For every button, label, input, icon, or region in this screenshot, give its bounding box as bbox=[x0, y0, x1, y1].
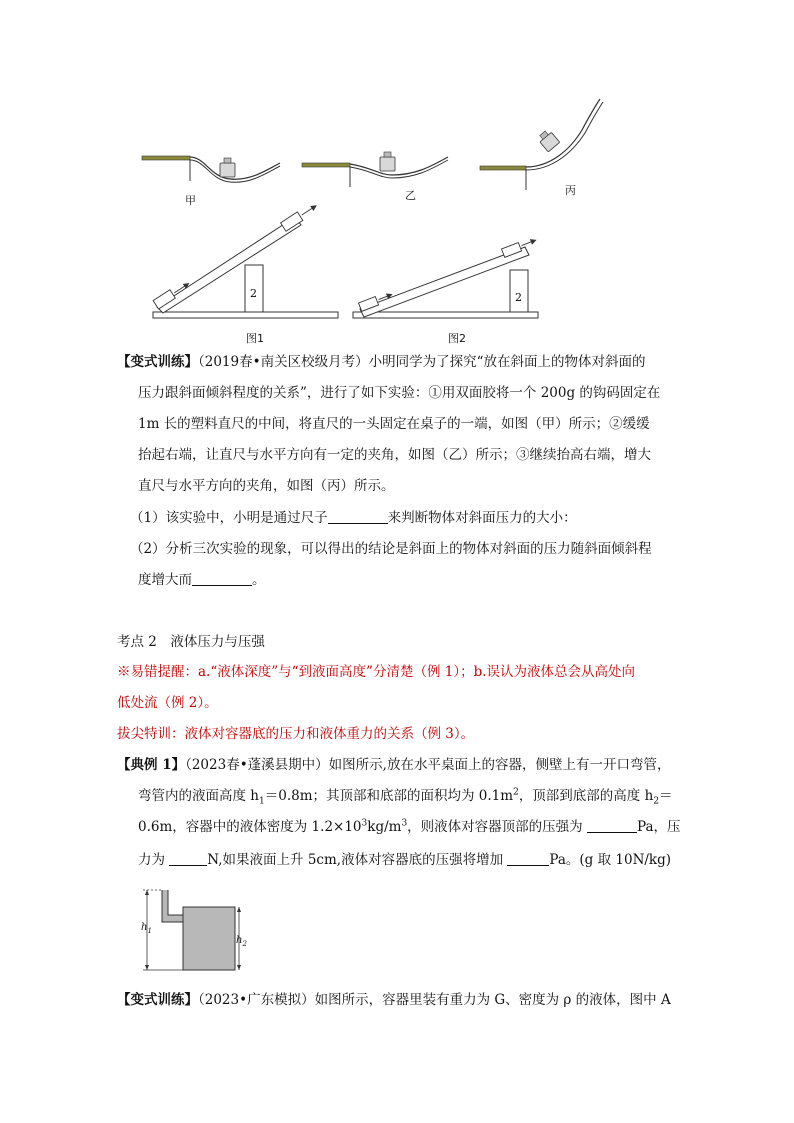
warning-line-2: 低处流（例 2）。 bbox=[117, 695, 218, 711]
example1-line-3: 0.6m，容器中的液体密度为 $1.2\times 10^3kg/m^3$，则液体对容器顶部的压强为 Pa，压 bbox=[138, 818, 681, 835]
variant1-line-1: 【变式训练】（2019春•南关区校级月考）小明同学为了探究“放在斜面上的物体对斜面的 bbox=[117, 354, 646, 370]
variant2-tag: 【变式训练】 bbox=[117, 992, 198, 1008]
variant1-question-1: （1）该实验中，小明是通过尺子 来判断物体对斜面压力的大小： bbox=[130, 510, 577, 526]
special-training: 拔尖特训：液体对容器底的压力和液体重力的关系（例 3）。 bbox=[117, 726, 475, 742]
variant1-line-2: 压力跟斜面倾斜程度的关系”，进行了如下实验：①用双面胶将一个 200g 的钩码固定在 bbox=[138, 385, 661, 401]
figure-jia bbox=[142, 156, 280, 182]
section-title: 考点 2 液体压力与压强 bbox=[117, 634, 265, 650]
figure-bing bbox=[480, 99, 603, 190]
answer-blank[interactable] bbox=[328, 509, 388, 524]
label-h2: $h_2$ bbox=[236, 935, 247, 948]
variant1-line-3: 1m 长的塑料直尺的中间，将直尺的一头固定在桌子的一端，如图（甲）所示；②缓缓 bbox=[138, 416, 650, 432]
variant1-line-4: 抬起右端，让直尺与水平方向有一定的夹角，如图（乙）所示；③继续抬高右端，增大 bbox=[138, 447, 651, 463]
block-label-fig1: 2 bbox=[250, 287, 257, 300]
answer-blank[interactable] bbox=[169, 851, 207, 866]
warning-line-1: ※易错提醒：a.“液体深度”与“到液面高度”分清楚（例 1）；b.误认为液体总会从高处向 bbox=[117, 664, 636, 680]
label-jia: 甲 bbox=[185, 194, 196, 207]
label-h1: $h_1$ bbox=[141, 922, 152, 935]
caption-figure-2: 图2 bbox=[448, 332, 466, 345]
variant1-question-2: （2）分析三次实验的现象，可以得出的结论是斜面上的物体对斜面的压力随斜面倾斜程 bbox=[130, 541, 652, 557]
container-figure bbox=[135, 880, 255, 980]
figure-2 bbox=[353, 236, 538, 318]
figure-1 bbox=[153, 205, 338, 318]
figure-yi bbox=[302, 152, 448, 187]
example1-line-4: 力为 N,如果液面上升 5cm,液体对容器底的压强将增加 Pa。(g 取 10N/kg) bbox=[138, 852, 672, 868]
variant1-line-5: 直尺与水平方向的夹角，如图（丙）所示。 bbox=[138, 478, 395, 494]
ruler-experiment-figures bbox=[130, 95, 610, 215]
answer-blank[interactable] bbox=[507, 851, 549, 866]
block-label-fig2: 2 bbox=[515, 291, 522, 304]
incline-figures bbox=[145, 205, 545, 330]
caption-figure-1: 图1 bbox=[246, 332, 264, 345]
label-yi: 乙 bbox=[405, 189, 416, 202]
example1-tag: 【典例 1】 bbox=[117, 757, 186, 773]
answer-blank[interactable] bbox=[192, 571, 252, 586]
example1-line-2: 弯管内的液面高度 $h_1=0.8m$；其顶部和底部的面积均为 $0.1m^2$，顶部到底部的高度 $h_2=$ bbox=[138, 787, 673, 807]
variant1-question-2-cont: 度增大而 。 bbox=[138, 572, 266, 588]
variant2-line-1: 【变式训练】（2023•广东模拟）如图所示，容器里装有重力为 G、密度为 ρ 的液体，图中 A bbox=[117, 992, 671, 1008]
label-bing: 丙 bbox=[565, 184, 576, 197]
example1-line-1: 【典例 1】（2023春•蓬溪县期中）如图所示,放在水平桌面上的容器，侧壁上有一开口弯管， bbox=[117, 757, 671, 773]
answer-blank[interactable] bbox=[587, 818, 637, 833]
variant1-tag: 【变式训练】 bbox=[117, 354, 198, 370]
